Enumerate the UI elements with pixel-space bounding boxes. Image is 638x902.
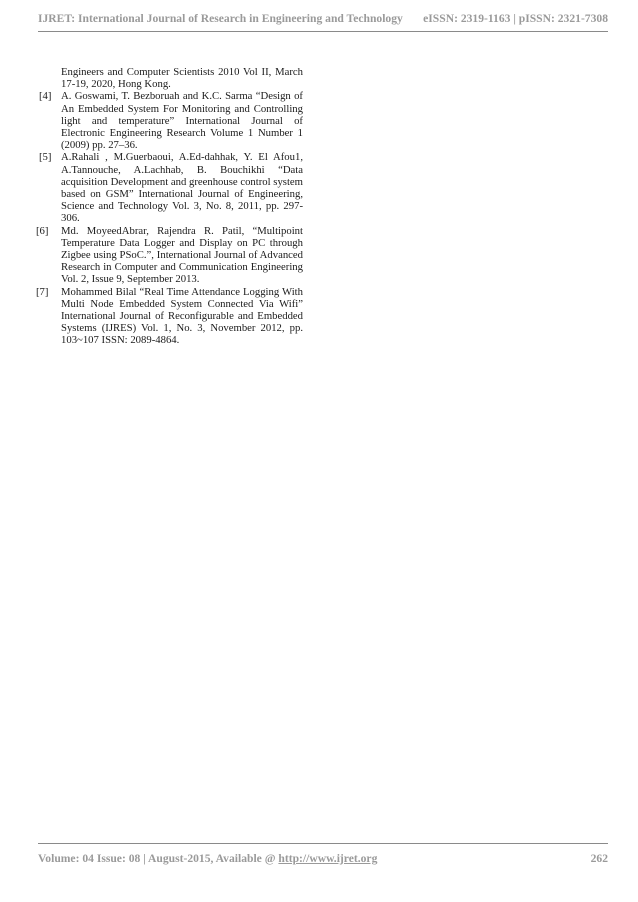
header-divider bbox=[38, 31, 608, 32]
reference-item bbox=[36, 90, 303, 151]
reference-item bbox=[36, 286, 303, 347]
footer-volume-info bbox=[38, 852, 377, 868]
journal-title: IJRET: International Journal of Research in Engineering and Technology bbox=[38, 12, 403, 25]
issn-info: eISSN: 2319-1163 | pISSN: 2321-7308 bbox=[423, 12, 608, 25]
footer-divider bbox=[38, 843, 608, 844]
reference-number: [5] bbox=[39, 151, 52, 164]
reference-text: A.Rahali , M.Guerbaoui, A.Ed-dahhak, Y. El Afou1, A.Tannouche, A.Lachhab, B. Bouchikhi “Data acquisition Development and greenhouse control system based on GSM” International Journal of Engineering, Science and Technology Vol. 3, No. 8, 2011, pp. 297-306. bbox=[61, 151, 303, 225]
page-header bbox=[38, 12, 608, 28]
reference-number: [7] bbox=[36, 285, 49, 298]
reference-continuation: Engineers and Computer Scientists 2010 Vol II, March 17-19, 2020, Hong Kong. bbox=[61, 66, 303, 91]
journal-website-link[interactable]: http://www.ijret.org bbox=[278, 852, 378, 865]
references-list bbox=[36, 66, 303, 347]
reference-text: Md. MoyeedAbrar, Rajendra R. Patil, “Multipoint Temperature Data Logger and Display on PC through Zigbee using PSoC.”, International Journal of Advanced Research in Computer and Communication Engineering Vol. 2, Issue 9, September 2013. bbox=[61, 224, 303, 286]
reference-number: [4] bbox=[39, 90, 52, 103]
reference-text: A. Goswami, T. Bezboruah and K.C. Sarma “Design of An Embedded System For Monitoring and Controlling light and temperature” International Journal of Electronic Engineering Research Volume 1 Number 1 (2009) pp. 27–36. bbox=[61, 90, 303, 152]
footer-volume-text: Volume: 04 Issue: 08 | August-2015, Available @ bbox=[38, 852, 279, 865]
reference-number: [6] bbox=[36, 224, 49, 237]
page-number: 262 bbox=[590, 852, 608, 865]
page-footer bbox=[38, 852, 608, 868]
reference-item bbox=[36, 225, 303, 286]
reference-item bbox=[36, 151, 303, 224]
reference-text: Mohammed Bilal “Real Time Attendance Logging With Multi Node Embedded System Connected Via Wifi” International Journal of Reconfigurable and Embedded Systems (IJRES) Vol. 1, No. 3, November 2012, pp. 103~107 ISSN: 2089-4864. bbox=[61, 285, 303, 347]
